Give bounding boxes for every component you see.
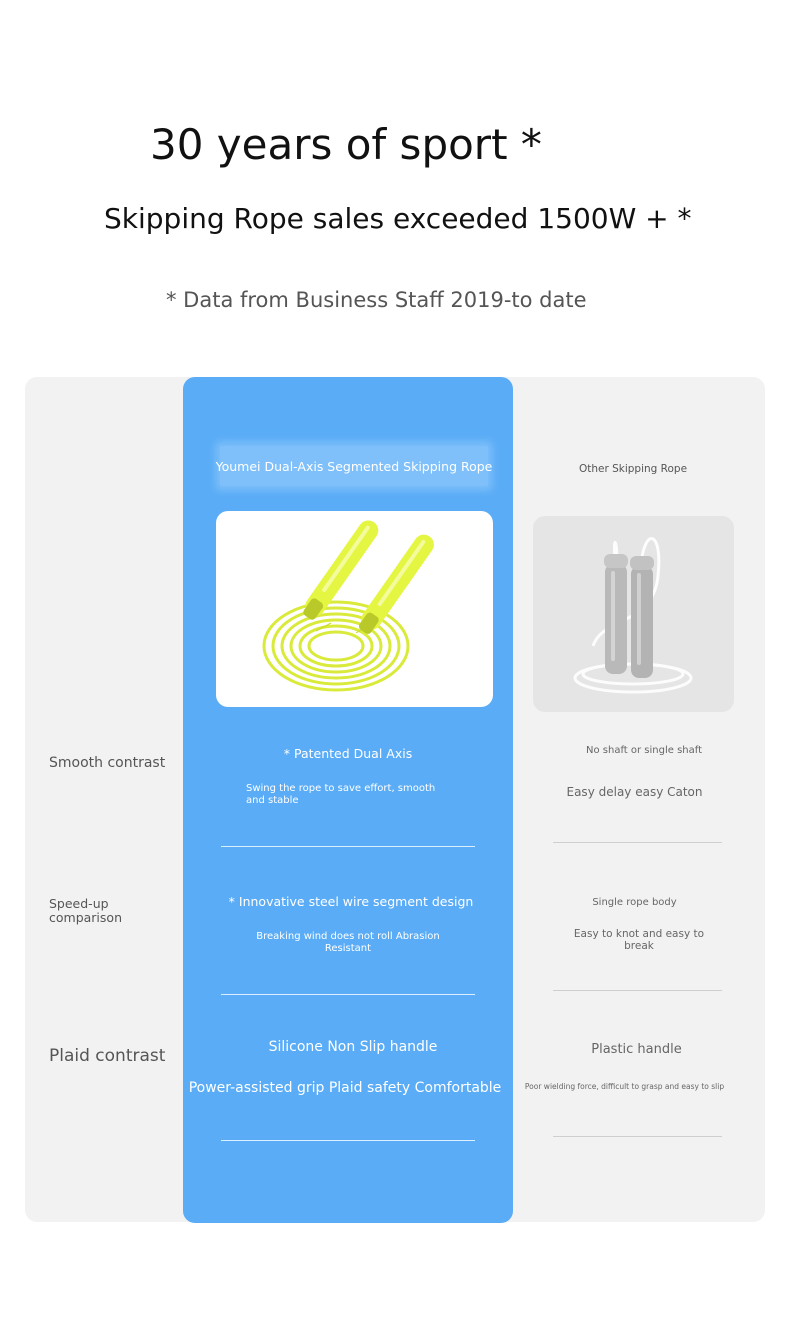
divider (553, 1136, 722, 1137)
data-source-note: * Data from Business Staff 2019-to date (166, 288, 587, 312)
featured-feature-desc: Swing the rope to save effort, smooth and stable (246, 783, 436, 806)
featured-feature-title: Silicone Non Slip handle (268, 1039, 438, 1055)
other-rope-image (533, 516, 734, 712)
sales-headline: Skipping Rope sales exceeded 1500W + * (104, 202, 692, 235)
other-feature-title: Single rope body (592, 897, 677, 908)
divider (221, 1140, 475, 1141)
other-feature-desc: Easy to knot and easy to break (573, 928, 705, 952)
divider (553, 990, 722, 991)
row-label-plaid: Plaid contrast (49, 1046, 166, 1066)
divider (221, 846, 475, 847)
page-title: 30 years of sport * (150, 120, 542, 169)
row-label-smooth: Smooth contrast (49, 755, 166, 771)
other-product-title: Other Skipping Rope (578, 463, 688, 475)
featured-feature-title: * Patented Dual Axis (283, 746, 413, 761)
featured-feature-desc: Power-assisted grip Plaid safety Comfortable (188, 1080, 502, 1096)
featured-feature-title: * Innovative steel wire segment design (228, 894, 474, 909)
other-feature-desc: Easy delay easy Caton (566, 785, 703, 799)
yellow-skipping-rope-icon (216, 511, 493, 707)
featured-product-title: Youmei Dual-Axis Segmented Skipping Rope (220, 446, 488, 486)
divider (221, 994, 475, 995)
divider (553, 842, 722, 843)
featured-rope-image (216, 511, 493, 707)
other-feature-title: Plastic handle (591, 1042, 682, 1057)
other-feature-desc: Poor wielding force, difficult to grasp and easy to slip (524, 1082, 725, 1091)
featured-feature-desc: Breaking wind does not roll Abrasion Resistant (256, 931, 440, 954)
row-label-speed: Speed-up comparison (49, 896, 122, 925)
grey-skipping-rope-icon (533, 516, 734, 712)
other-feature-title: No shaft or single shaft (586, 745, 703, 756)
